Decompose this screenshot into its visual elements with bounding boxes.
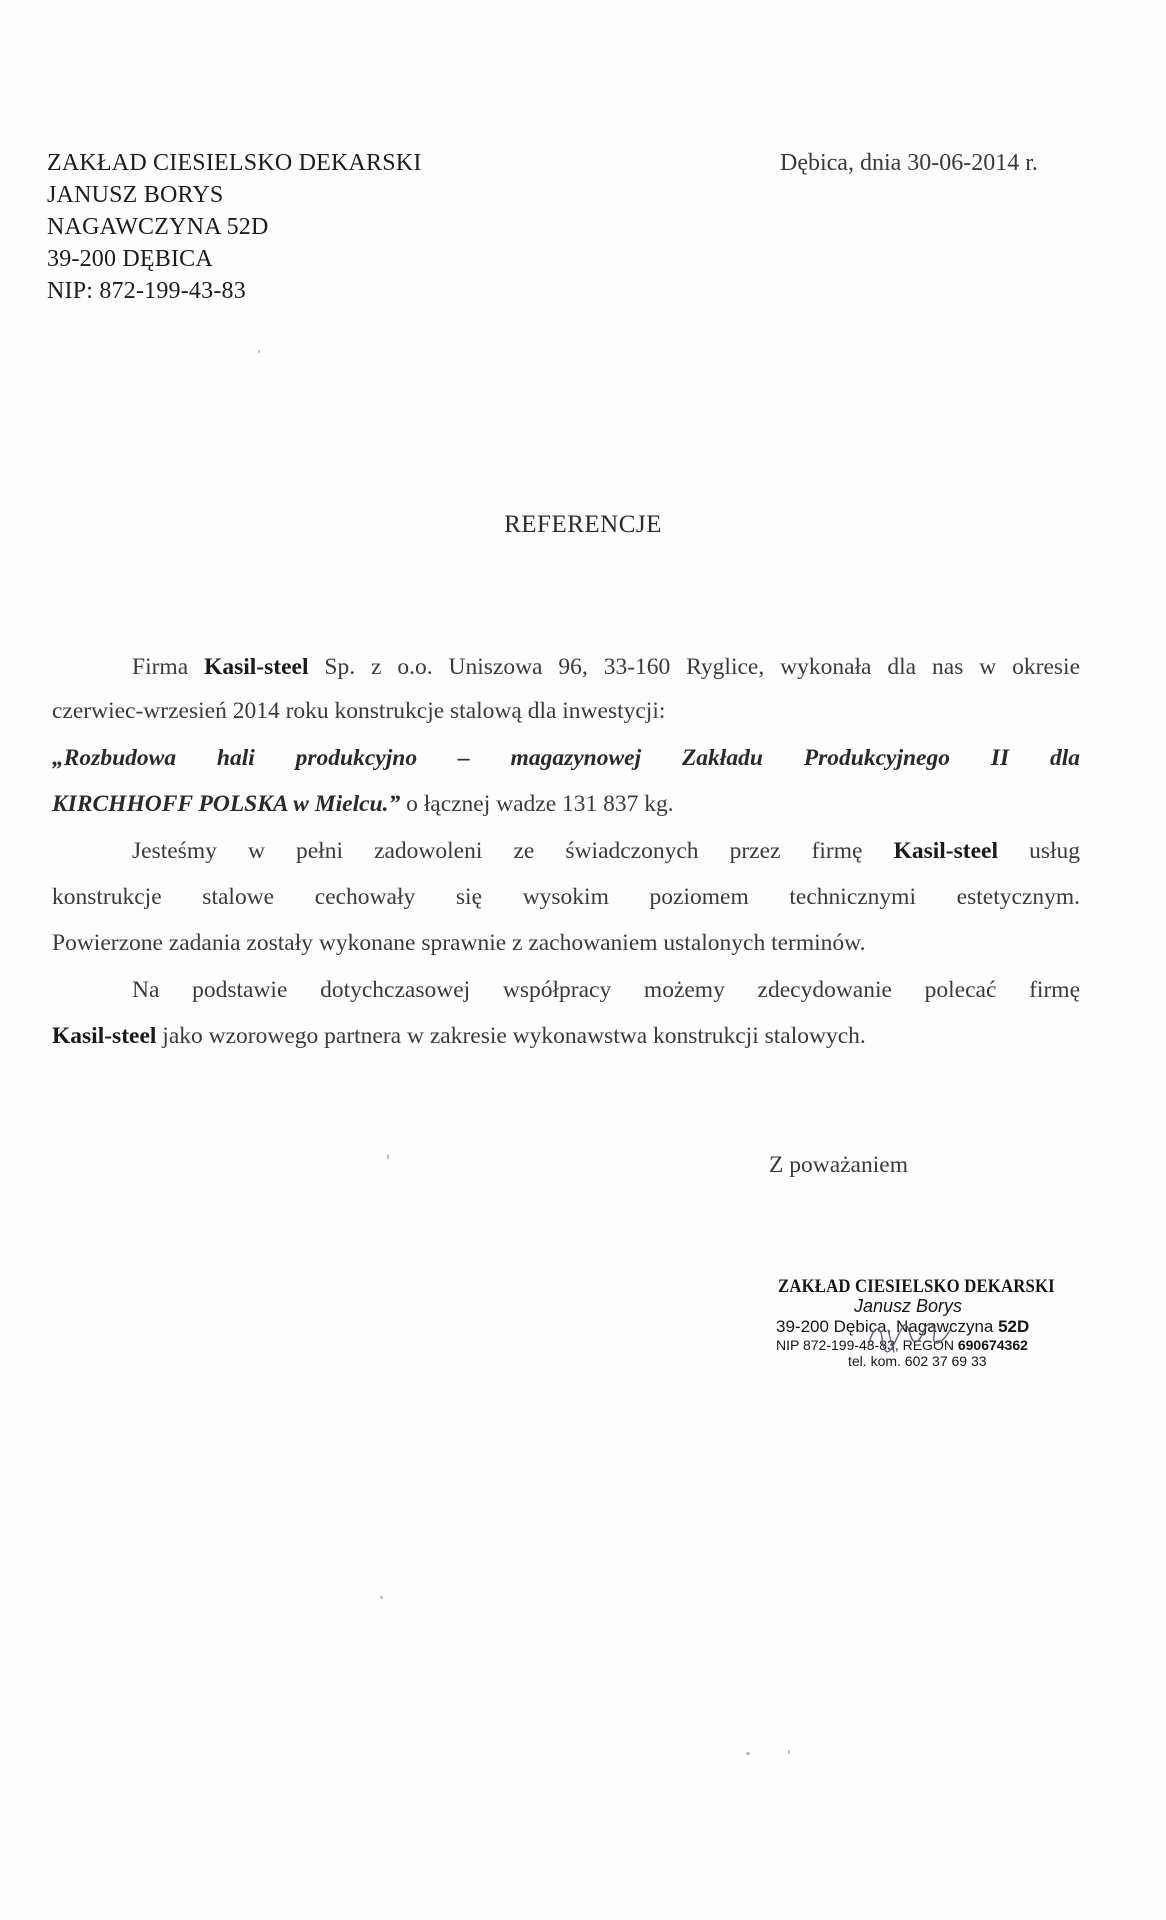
company-name: Kasil-steel	[52, 1023, 157, 1049]
body-text-span: usług	[997, 838, 1080, 864]
place-and-date: Dębica, dnia 30-06-2014 r.	[780, 150, 1038, 176]
document-title: REFERENCJE	[504, 511, 662, 538]
stamp-address	[776, 1317, 1092, 1337]
closing-phrase: Z poważaniem	[769, 1152, 908, 1178]
body-line-7: Powierzone zadania zostały wykonane sprawnie z zachowaniem ustalonych terminów.	[52, 930, 866, 956]
body-line-4	[52, 787, 1080, 821]
stamp-address-number: 52D	[998, 1317, 1030, 1336]
investment-name-line-1: „Rozbudowa hali produkcyjno – magazynowej Zakładu Produkcyjnego II dla	[52, 745, 1080, 771]
scan-speck	[746, 1752, 750, 1755]
body-line-1	[52, 650, 1080, 684]
investment-name-line-2: KIRCHHOFF POLSKA w Mielcu.”	[52, 791, 401, 817]
body-line-5	[52, 834, 1080, 868]
sender-city: 39-200 DĘBICA	[47, 246, 213, 272]
body-line-8: Na podstawie dotychczasowej współpracy możemy zdecydowanie polecać firmę	[132, 977, 1080, 1003]
sender-street: NAGAWCZYNA 52D	[47, 214, 269, 240]
body-line-9	[52, 1019, 1080, 1053]
stamp-phone: tel. kom. 602 37 69 33	[848, 1353, 987, 1369]
company-name: Kasil-steel	[204, 654, 309, 680]
stamp-title: ZAKŁAD CIESIELSKO DEKARSKI	[778, 1276, 1055, 1297]
company-name: Kasil-steel	[893, 838, 998, 864]
sender-address-block	[47, 147, 422, 307]
scan-speck	[258, 350, 260, 353]
body-text-span: Jesteśmy w pełni zadowoleni ze świadczonych przez firmę	[132, 838, 894, 864]
stamp-owner: Janusz Borys	[854, 1296, 963, 1316]
body-text-span: Firma	[132, 654, 205, 680]
body-text-span: Sp. z o.o. Uniszowa 96, 33-160 Ryglice, wykonała dla nas w okresie	[308, 654, 1081, 680]
sender-owner-name: JANUSZ BORYS	[47, 182, 224, 208]
stamp-address-text: 39-200 Dębica, Nagawczyna	[776, 1317, 999, 1336]
stamp-nip-text: NIP 872-199-43-83, REGON	[776, 1337, 958, 1353]
sender-nip: NIP: 872-199-43-83	[47, 278, 246, 304]
body-line-2: czerwiec-wrzesień 2014 roku konstrukcje stalową dla inwestycji:	[52, 698, 666, 724]
scan-speck	[387, 1154, 389, 1159]
body-text-span: jako wzorowego partnera w zakresie wykonawstwa konstrukcji stalowych.	[156, 1023, 866, 1049]
body-line-6: konstrukcje stalowe cechowały się wysokim poziomem technicznymi estetycznym.	[52, 884, 1080, 910]
sender-company-name: ZAKŁAD CIESIELSKO DEKARSKI	[47, 150, 422, 176]
stamp-nip-regon	[776, 1337, 1092, 1353]
scan-speck	[788, 1750, 790, 1754]
stamp-regon-number: 690674362	[957, 1337, 1028, 1353]
total-weight: o łącznej wadze 131 837 kg.	[400, 791, 674, 817]
scan-speck	[380, 1596, 383, 1599]
company-stamp	[772, 1276, 1092, 1369]
